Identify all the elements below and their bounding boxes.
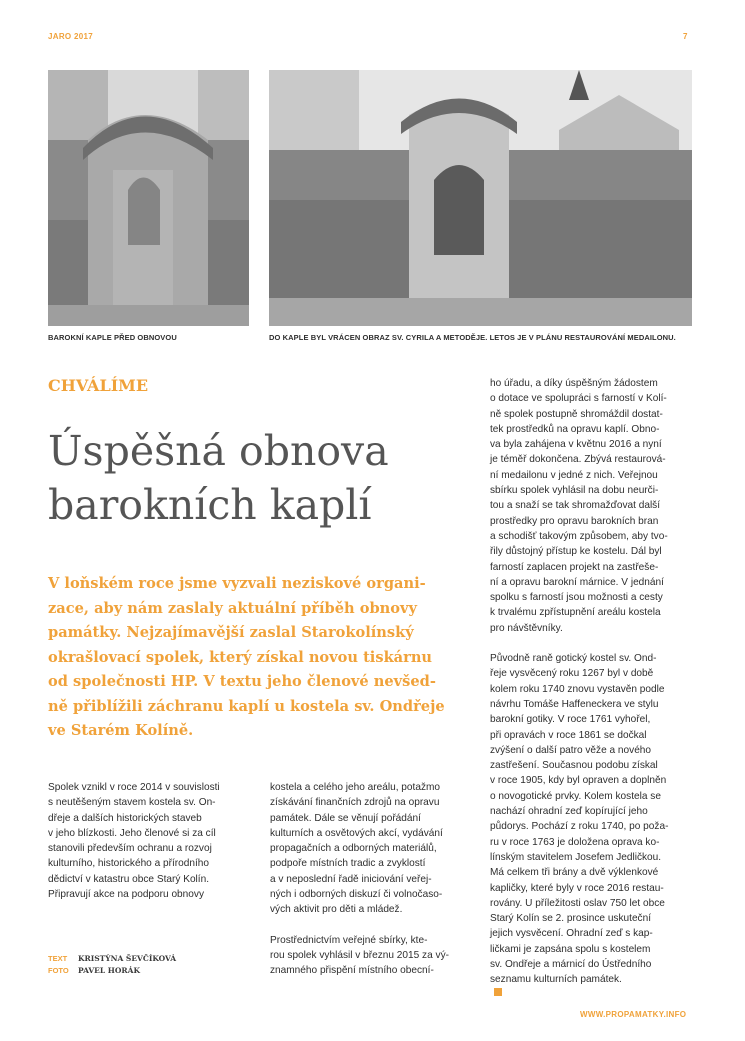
text-line: kolem roku 1740 znovu vystavěn podle	[490, 683, 665, 695]
text-line: znamného přispění místního obecní-	[270, 965, 434, 977]
text-line: ličkami je zapsána spolu s kostelem	[490, 943, 651, 955]
lead-line: památky. Nejzajímavější zaslal Starokolínský	[48, 624, 414, 641]
text-line: ru v roce 1763 je doložena oprava ko-	[490, 836, 660, 848]
text-line: barokní gotiky. V roce 1761 vyhořel,	[490, 714, 651, 726]
text-line: dědictví v katastru obce Starý Kolín.	[48, 873, 210, 885]
text-line: va byla zahájena v květnu 2016 a nyní	[490, 439, 662, 451]
text-line: řily důstojný přístup ke kostelu. Dál byl	[490, 546, 662, 558]
text-line: Má celkem tři brány a dvě výklenkové	[490, 867, 659, 879]
text-line: pro návštěvníky.	[490, 622, 563, 634]
paragraph	[490, 376, 695, 636]
text-line: podpoře místních tradic a zvyklostí	[270, 858, 426, 870]
text-line: Starý Kolín se 2. prosince uskuteční	[490, 913, 652, 925]
text-line: ně spolek postupně shromáždil dostat-	[490, 408, 663, 420]
text-line: Prostřednictvím veřejné sbírky, kte-	[270, 934, 428, 946]
lead-line: ve Starém Kolíně.	[48, 722, 194, 739]
text-line: zvýšení o další patro věže a nového	[490, 744, 652, 756]
text-line: o novogotické prvky. Kolem kostela se	[490, 790, 661, 802]
text-line: kulturních a osvětových akcí, vydávání	[270, 827, 443, 839]
title-line: barokních kaplí	[48, 481, 372, 529]
text-line: a v neposlední řadě iniciování veřej-	[270, 873, 432, 885]
text-line-last	[490, 972, 695, 995]
text-line: Původně raně gotický kostel sv. Ond-	[490, 653, 657, 665]
credit-name: KRISTÝNA ŠEVČÍKOVÁ	[78, 954, 177, 963]
text-line: v jeho blízkosti. Jeho členové si za cíl	[48, 827, 216, 839]
text-line: získávání finančních zdrojů na opravu	[270, 797, 440, 809]
text-line: sbírku spolek vyhlásil na dobu neurči-	[490, 485, 659, 497]
section-kicker: CHVÁLÍME	[48, 376, 149, 395]
text-line: a schodišť takovým způsobem, aby tvo-	[490, 530, 668, 542]
text-line: seznamu kulturních památek.	[490, 974, 622, 986]
text-line: dřeje a dalších historických staveb	[48, 812, 202, 824]
text-line: tou a snaží se tak shromažďovat další	[490, 500, 661, 512]
text-line: prostředky pro opravu barokních bran	[490, 515, 659, 527]
text-line: stanovili především ochranu a rozvoj	[48, 843, 212, 855]
text-line: je téměř dokončena. Zbývá restaurová-	[490, 454, 666, 466]
lead-line: okrašlovací spolek, který získal novou tiskárnu	[48, 648, 433, 666]
issue-label: JARO 2017	[48, 32, 93, 41]
text-line: tek prostředků na opravu kaplí. Obno-	[490, 423, 660, 435]
text-line: spolku s farností jsou možnosti a cesty	[490, 592, 663, 604]
body-column-2	[270, 780, 470, 994]
text-line: línským stavitelem Josefem Jedličkou.	[490, 851, 662, 863]
paragraph	[490, 651, 695, 996]
credit-text	[48, 953, 176, 965]
lead-line: zace, aby nám zaslaly aktuální příběh obnovy	[48, 599, 417, 617]
text-line: s neutěšeným stavem kostela sv. On-	[48, 797, 216, 809]
text-line: k trvalému zpřístupnění areálu kostela	[490, 607, 661, 619]
title-line: Úspěšná obnova	[48, 427, 389, 475]
credit-name: PAVEL HORÁK	[78, 966, 140, 975]
lead-line: V loňském roce jsme vyzvali neziskové organi-	[48, 575, 426, 592]
text-line: Spolek vznikl v roce 2014 v souvislosti	[48, 782, 220, 793]
article-lead	[48, 572, 445, 744]
credit-photo	[48, 965, 176, 977]
text-line: nachází ohradní zeď kopírující jeho	[490, 806, 648, 818]
text-line: kulturního, historického a přírodního	[48, 858, 210, 870]
page-number: 7	[683, 32, 688, 41]
lead-line: od společnosti HP. V textu jeho členové nevšed-	[48, 673, 436, 690]
text-line: ní medailonu v jedné z nich. Veřejnou	[490, 469, 658, 481]
article-title	[48, 424, 389, 532]
paragraph	[48, 780, 248, 902]
text-line: ho úřadu, a díky úspěšným žádostem	[490, 378, 658, 389]
body-column-3	[490, 376, 695, 1011]
photo-caption-1: BAROKNÍ KAPLE PŘED OBNOVOU	[48, 333, 177, 342]
credit-label: TEXT	[48, 954, 68, 963]
text-line: řeje vysvěcený roku 1267 byl v době	[490, 668, 654, 680]
text-line: farností zaplacen projekt na zastřeše-	[490, 561, 659, 573]
text-line: ných i odborných diskuzí či volnočaso-	[270, 889, 443, 901]
text-line: jejich vysvěcení. Ohradní zeď s kap-	[490, 928, 653, 940]
credit-label: FOTO	[48, 966, 69, 975]
text-line: památek. Dále se věnují pořádání	[270, 812, 421, 824]
end-mark-icon	[494, 988, 502, 996]
text-line: v roce 1905, kdy byl opraven a doplněn	[490, 775, 667, 787]
text-line: Připravují akce na podporu obnovy	[48, 889, 204, 901]
chapel-restored-photo	[269, 70, 692, 326]
article-credits	[48, 953, 176, 977]
text-line: půdorys. Pochází z roku 1740, po poža-	[490, 821, 669, 833]
text-line: kostela a celého jeho areálu, potažmo	[270, 782, 441, 793]
photo-caption-2: DO KAPLE BYL VRÁCEN OBRAZ SV. CYRILA A METODĚJE. LETOS JE V PLÁNU RESTAUROVÁNÍ MEDAILONU.	[269, 333, 676, 342]
body-column-1	[48, 780, 248, 917]
text-line: vých aktivit pro děti a mládež.	[270, 904, 403, 916]
text-line: rovány. U příležitosti oslav 750 let obce	[490, 897, 665, 909]
text-line: kapličky, které byly v roce 2016 restau-	[490, 882, 664, 894]
chapel-before-photo	[48, 70, 249, 326]
text-line: o dotace ve spolupráci s farností v Kolí-	[490, 393, 667, 405]
paragraph	[270, 933, 470, 979]
text-line: ní a opravu barokní márnice. V jednání	[490, 576, 664, 588]
paragraph	[270, 780, 470, 918]
footer-url[interactable]: WWW.PROPAMATKY.INFO	[580, 1010, 687, 1019]
lead-line: ně přiblížili záchranu kaplí u kostela sv. Ondřeje	[48, 697, 445, 715]
text-line: sv. Ondřeje a márnicí do Ústředního	[490, 958, 652, 970]
text-line: zastřešení. Současnou podobu získal	[490, 760, 658, 772]
text-line: rou spolek vyhlásil v březnu 2015 za vý-	[270, 949, 449, 961]
text-line: návrhu Tomáše Haffeneckera ve stylu	[490, 698, 659, 710]
text-line: propagačních a odborných materiálů,	[270, 843, 437, 855]
text-line: při opravách v roce 1861 se dočkal	[490, 729, 647, 741]
